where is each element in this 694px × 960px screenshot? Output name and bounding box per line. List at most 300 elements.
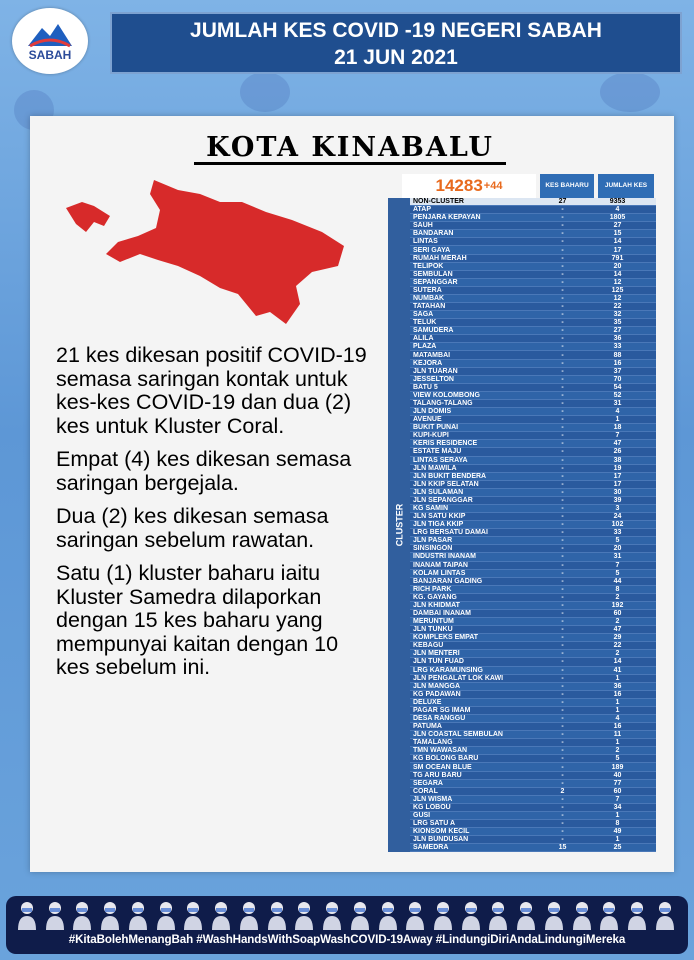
cluster-new: - — [561, 278, 564, 286]
cluster-name: DAMBAI INANAM — [413, 610, 471, 618]
cluster-new: - — [561, 739, 564, 747]
cluster-new: - — [561, 642, 564, 650]
table-row — [410, 747, 656, 755]
cluster-total: 54 — [613, 383, 622, 391]
table-row — [410, 529, 656, 537]
cluster-total: 8 — [615, 585, 620, 593]
table-row — [410, 287, 656, 295]
table-row — [410, 489, 656, 497]
cluster-name: JLN DOMIS — [413, 408, 452, 416]
cluster-new: - — [561, 375, 564, 383]
cluster-total: 77 — [613, 779, 622, 787]
table-row — [410, 424, 656, 432]
state-logo — [12, 8, 88, 74]
cluster-new: - — [561, 585, 564, 593]
cluster-name: BANJARAN GADING — [413, 577, 483, 585]
person-icon — [238, 900, 260, 930]
cluster-new: - — [561, 496, 564, 504]
table-row — [410, 812, 656, 820]
col-header-total: JUMLAH KES — [598, 174, 654, 198]
cluster-name: JLN MENTERI — [413, 650, 460, 658]
cluster-name: MERUNTUM — [413, 618, 454, 626]
cluster-total: 9353 — [609, 198, 626, 206]
cluster-new: - — [561, 206, 564, 214]
cluster-new: - — [561, 618, 564, 626]
total-cases — [402, 174, 536, 198]
cluster-name: JLN MANGGA — [413, 682, 461, 690]
cluster-new: - — [561, 343, 564, 351]
cluster-new: - — [561, 456, 564, 464]
cluster-new: - — [561, 488, 564, 496]
table-row — [410, 295, 656, 303]
cluster-name: JLN SULAMAN — [413, 488, 464, 496]
cluster-new: - — [561, 294, 564, 302]
table-row — [410, 675, 656, 683]
cluster-name: ATAP — [413, 206, 432, 214]
cluster-total: 88 — [613, 351, 622, 359]
region-title: KOTA KINABALU — [194, 132, 506, 165]
cluster-new: - — [561, 561, 564, 569]
cluster-total: 70 — [613, 375, 622, 383]
cluster-name: SEMBULAN — [413, 270, 453, 278]
cluster-name: LINTAS — [413, 238, 438, 246]
person-icon — [127, 900, 149, 930]
cluster-new: - — [561, 359, 564, 367]
cluster-name: KERIS RESIDENCE — [413, 440, 478, 448]
cluster-name: BUKIT PUNAI — [413, 424, 459, 432]
cluster-new: - — [561, 440, 564, 448]
person-icon — [515, 900, 537, 930]
cluster-total: 2 — [615, 593, 620, 601]
header-date: 21 JUN 2021 — [334, 46, 458, 69]
cluster-name: DELUXE — [413, 698, 442, 706]
table-row — [410, 351, 656, 359]
cluster-new: 2 — [560, 787, 565, 795]
table-row — [410, 780, 656, 788]
cluster-new: - — [561, 666, 564, 674]
cluster-new: - — [561, 351, 564, 359]
cluster-name: JESSELTON — [413, 375, 454, 383]
header-title: JUMLAH KES COVID -19 NEGERI SABAH — [190, 19, 602, 42]
cluster-side-label: CLUSTER — [388, 198, 410, 852]
cluster-name: TELIPOK — [413, 262, 444, 270]
cluster-total: 27 — [613, 327, 622, 335]
cluster-total: 7 — [615, 561, 620, 569]
cluster-name: JLN SATU KKIP — [413, 513, 466, 521]
cluster-total: 29 — [613, 634, 622, 642]
cluster-total: 1 — [615, 739, 620, 747]
cluster-total: 41 — [613, 666, 622, 674]
cluster-total: 791 — [611, 254, 624, 262]
table-row — [410, 327, 656, 335]
table-row — [410, 537, 656, 545]
cluster-name: BATU 5 — [413, 383, 438, 391]
cluster-total: 22 — [613, 642, 622, 650]
cluster-new: 27 — [558, 198, 567, 206]
table-row — [410, 788, 656, 796]
cluster-name: KOLAM LINTAS — [413, 569, 466, 577]
cluster-total: 31 — [613, 553, 622, 561]
cluster-total: 49 — [613, 828, 622, 836]
cluster-new: - — [561, 674, 564, 682]
cluster-name: BANDARAN — [413, 230, 454, 238]
cluster-name: KUPI-KUPI — [413, 432, 449, 440]
table-row — [410, 497, 656, 505]
cluster-new: - — [561, 230, 564, 238]
cluster-new: - — [561, 222, 564, 230]
cluster-name: ESTATE MAJU — [413, 448, 462, 456]
cluster-new: - — [561, 715, 564, 723]
cluster-total: 1 — [615, 416, 620, 424]
cluster-total: 18 — [613, 424, 622, 432]
cluster-name: SUTERA — [413, 286, 442, 294]
cluster-total: 60 — [613, 610, 622, 618]
person-icon — [293, 900, 315, 930]
cluster-name: CORAL — [413, 787, 438, 795]
cluster-total: 27 — [613, 222, 622, 230]
cluster-name: KEBAGU — [413, 642, 444, 650]
cluster-total: 5 — [615, 755, 620, 763]
cluster-total: 47 — [613, 440, 622, 448]
cluster-total: 1 — [615, 811, 620, 819]
cluster-total: 17 — [613, 246, 622, 254]
table-row — [410, 465, 656, 473]
cluster-name: LRG BERSATU DAMAI — [413, 529, 488, 537]
table-row — [410, 432, 656, 440]
table-row — [410, 360, 656, 368]
cluster-new: - — [561, 690, 564, 698]
cluster-name: JLN PENGALAT LOK KAWI — [413, 674, 504, 682]
cluster-total: 14 — [613, 238, 622, 246]
cluster-new: - — [561, 464, 564, 472]
table-row — [410, 230, 656, 238]
cluster-new: - — [561, 828, 564, 836]
cluster-name: KG BOLONG BARU — [413, 755, 479, 763]
cluster-name: PENJARA KEPAYAN — [413, 214, 481, 222]
cluster-new: - — [561, 432, 564, 440]
description-paragraph: Empat (4) kes dikesan semasa saringan bergejala. — [56, 447, 352, 495]
person-icon — [460, 900, 482, 930]
cluster-new: - — [561, 448, 564, 456]
table-row — [410, 626, 656, 634]
person-icon — [404, 900, 426, 930]
cluster-new: - — [561, 698, 564, 706]
cluster-new: - — [561, 811, 564, 819]
cluster-name: DESA RANGGU — [413, 715, 466, 723]
table-row — [410, 602, 656, 610]
table-row — [410, 222, 656, 230]
cluster-new: - — [561, 545, 564, 553]
cluster-new: - — [561, 803, 564, 811]
cluster-total: 33 — [613, 529, 622, 537]
total-count: 14283 — [435, 176, 483, 195]
cluster-total: 2 — [615, 747, 620, 755]
cluster-new: - — [561, 610, 564, 618]
cluster-total: 4 — [615, 408, 620, 416]
cluster-name: LINTAS SERAYA — [413, 456, 468, 464]
cluster-total: 16 — [613, 723, 622, 731]
table-row — [410, 206, 656, 214]
cluster-total: 5 — [615, 569, 620, 577]
person-icon — [182, 900, 204, 930]
cluster-new: - — [561, 472, 564, 480]
cluster-name: LRG KARAMUNSING — [413, 666, 483, 674]
table-row — [410, 553, 656, 561]
cluster-new: - — [561, 626, 564, 634]
cluster-total: 15 — [613, 230, 622, 238]
cluster-name: JLN WISMA — [413, 795, 453, 803]
cluster-new: - — [561, 254, 564, 262]
cluster-new: - — [561, 262, 564, 270]
person-icon — [321, 900, 343, 930]
cluster-name: MATAMBAI — [413, 351, 451, 359]
person-icon — [349, 900, 371, 930]
person-icon — [210, 900, 232, 930]
cluster-name: JLN TUNKU — [413, 626, 453, 634]
cluster-total: 7 — [615, 795, 620, 803]
cluster-name: SEGARA — [413, 779, 443, 787]
cluster-total: 14 — [613, 270, 622, 278]
cluster-name: RUMAH MERAH — [413, 254, 467, 262]
cluster-name: KEJORA — [413, 359, 443, 367]
cluster-name: SEPANGGAR — [413, 278, 458, 286]
table-row — [410, 691, 656, 699]
cluster-total: 31 — [613, 399, 622, 407]
table-row — [410, 836, 656, 844]
new-count: +44 — [483, 180, 503, 192]
cluster-name: KG. GAYANG — [413, 593, 457, 601]
cluster-total: 3 — [615, 505, 620, 512]
cluster-total: 189 — [611, 763, 624, 771]
cluster-total: 33 — [613, 343, 622, 351]
table-row — [410, 844, 656, 852]
cluster-name: AVENUE — [413, 416, 442, 424]
table-row — [410, 642, 656, 650]
cluster-table — [388, 198, 656, 852]
cluster-total: 52 — [613, 391, 622, 399]
table-row — [410, 440, 656, 448]
table-row — [410, 715, 656, 723]
cluster-new: - — [561, 763, 564, 771]
cluster-new: - — [561, 399, 564, 407]
table-row — [410, 578, 656, 586]
cluster-total: 30 — [613, 488, 622, 496]
cluster-new: - — [561, 755, 564, 763]
cluster-name: TATAHAN — [413, 303, 446, 311]
cluster-name: TG ARU BARU — [413, 771, 462, 779]
cluster-total: 17 — [613, 480, 622, 488]
cluster-new: - — [561, 521, 564, 529]
cluster-name: TAMALANG — [413, 739, 453, 747]
cluster-name: SERI GAYA — [413, 246, 451, 254]
cluster-total: 20 — [613, 545, 622, 553]
cluster-name: KG SAMIN — [413, 505, 448, 512]
cluster-new: - — [561, 650, 564, 658]
cluster-new: - — [561, 682, 564, 690]
table-row — [410, 723, 656, 731]
cluster-name: KOMPLEKS EMPAT — [413, 634, 479, 642]
cluster-total: 36 — [613, 335, 622, 343]
virus-decoration — [600, 72, 660, 112]
cluster-total: 20 — [613, 262, 622, 270]
cluster-new: - — [561, 383, 564, 391]
cluster-total: 32 — [613, 311, 622, 319]
frontliner-icons — [16, 900, 676, 932]
district-map — [60, 172, 350, 334]
cluster-new: - — [561, 795, 564, 803]
cluster-total: 16 — [613, 359, 622, 367]
table-row — [410, 513, 656, 521]
cluster-new: - — [561, 311, 564, 319]
person-icon — [654, 900, 676, 930]
table-row — [410, 562, 656, 570]
cluster-new: - — [561, 569, 564, 577]
table-row — [410, 828, 656, 836]
cluster-total: 26 — [613, 448, 622, 456]
cluster-total: 11 — [613, 731, 622, 739]
person-icon — [71, 900, 93, 930]
cluster-new: - — [561, 367, 564, 375]
cluster-total: 44 — [613, 577, 622, 585]
table-row — [410, 610, 656, 618]
table-row — [410, 650, 656, 658]
cluster-name: SAMEDRA — [413, 844, 449, 852]
table-row — [410, 586, 656, 594]
cluster-name: JLN TUARAN — [413, 367, 458, 375]
cluster-name: JLN COASTAL SEMBULAN — [413, 731, 503, 739]
cluster-new: - — [561, 424, 564, 432]
cluster-total: 5 — [615, 537, 620, 545]
table-row — [410, 246, 656, 254]
cluster-name: SINSINGON — [413, 545, 453, 553]
table-row — [410, 416, 656, 424]
cluster-total: 1 — [615, 698, 620, 706]
cluster-new: - — [561, 577, 564, 585]
table-row — [410, 319, 656, 327]
cluster-total: 60 — [613, 787, 622, 795]
table-row — [410, 408, 656, 416]
cluster-name: JLN MAWILA — [413, 464, 457, 472]
person-icon — [377, 900, 399, 930]
cluster-new: - — [561, 820, 564, 828]
cluster-total: 125 — [611, 286, 624, 294]
table-row — [410, 238, 656, 246]
table-row — [410, 755, 656, 763]
cluster-name: VIEW KOLOMBONG — [413, 391, 480, 399]
table-row — [410, 255, 656, 263]
mountain-logo-icon — [26, 20, 74, 50]
cluster-name: TELUK — [413, 319, 437, 327]
table-row — [410, 473, 656, 481]
table-row — [410, 335, 656, 343]
table-row — [410, 368, 656, 376]
cluster-total: 14 — [613, 658, 622, 666]
cluster-new: - — [561, 319, 564, 327]
table-row — [410, 376, 656, 384]
cluster-total: 1 — [615, 706, 620, 714]
cluster-name: JLN SEPANGGAR — [413, 496, 473, 504]
person-icon — [543, 900, 565, 930]
cluster-name: INDUSTRI INANAM — [413, 553, 476, 561]
cluster-total: 1805 — [609, 214, 626, 222]
virus-decoration — [240, 72, 290, 112]
table-row — [410, 400, 656, 408]
cluster-total: 12 — [613, 294, 622, 302]
table-row — [410, 796, 656, 804]
cluster-name: JLN BUKIT BENDERA — [413, 472, 487, 480]
cluster-name: KG LOBOU — [413, 803, 451, 811]
description-paragraph: 21 kes dikesan positif COVID-19 semasa saringan kontak untuk kes-kes COVID-19 dan dua (2) kes untuk Kluster Coral. — [56, 343, 367, 438]
cluster-name: PAGAR SG IMAM — [413, 706, 471, 714]
cluster-name: SM OCEAN BLUE — [413, 763, 472, 771]
table-row — [410, 683, 656, 691]
table-row — [410, 699, 656, 707]
cluster-total: 8 — [615, 820, 620, 828]
table-row — [410, 384, 656, 392]
table-row — [410, 303, 656, 311]
case-description — [56, 344, 374, 690]
cluster-new: - — [561, 246, 564, 254]
table-row — [410, 545, 656, 553]
description-paragraph: Satu (1) kluster baharu iaitu Kluster Samedra dilaporkan dengan 15 kes baharu yang mempunyai kaitan dengan 10 kes sebelum ini. — [56, 561, 339, 679]
cluster-name: TALANG-TALANG — [413, 399, 473, 407]
cluster-name: JLN KHIDMAT — [413, 601, 460, 609]
cluster-new: - — [561, 771, 564, 779]
table-row — [410, 594, 656, 602]
table-row — [410, 634, 656, 642]
cluster-total: 37 — [613, 367, 622, 375]
cluster-total: 35 — [613, 319, 622, 327]
person-icon — [571, 900, 593, 930]
table-row — [410, 707, 656, 715]
table-row — [410, 731, 656, 739]
table-row — [410, 457, 656, 465]
cluster-total: 12 — [613, 278, 622, 286]
table-rows — [410, 198, 656, 852]
cluster-new: - — [561, 779, 564, 787]
page-header — [110, 12, 682, 74]
cluster-new: - — [561, 731, 564, 739]
cluster-new: - — [561, 416, 564, 424]
cluster-name: JLN KKIP SELATAN — [413, 480, 479, 488]
table-row — [410, 214, 656, 222]
table-row — [410, 618, 656, 626]
cluster-name: JLN BUNDUSAN — [413, 836, 469, 844]
cluster-total: 4 — [615, 206, 620, 214]
table-row — [410, 570, 656, 578]
table-row — [410, 658, 656, 666]
cluster-name: ALILA — [413, 335, 434, 343]
cluster-name: LRG SATU A — [413, 820, 455, 828]
cluster-total: 19 — [613, 464, 622, 472]
cluster-new: - — [561, 505, 564, 512]
cluster-new: - — [561, 634, 564, 642]
cluster-total: 24 — [613, 513, 622, 521]
cluster-name: GUSI — [413, 811, 431, 819]
table-row — [410, 448, 656, 456]
description-paragraph: Dua (2) kes dikesan semasa saringan sebelum rawatan. — [56, 504, 329, 552]
cluster-total: 102 — [611, 521, 624, 529]
cluster-name: PLAZA — [413, 343, 437, 351]
cluster-name: NON-CLUSTER — [413, 198, 464, 206]
footer-banner — [6, 896, 688, 954]
cluster-total: 4 — [615, 715, 620, 723]
cluster-name: JLN TUN FUAD — [413, 658, 464, 666]
cluster-new: - — [561, 391, 564, 399]
cluster-new: - — [561, 747, 564, 755]
table-row — [410, 772, 656, 780]
logo-text: SABAH — [28, 48, 72, 62]
